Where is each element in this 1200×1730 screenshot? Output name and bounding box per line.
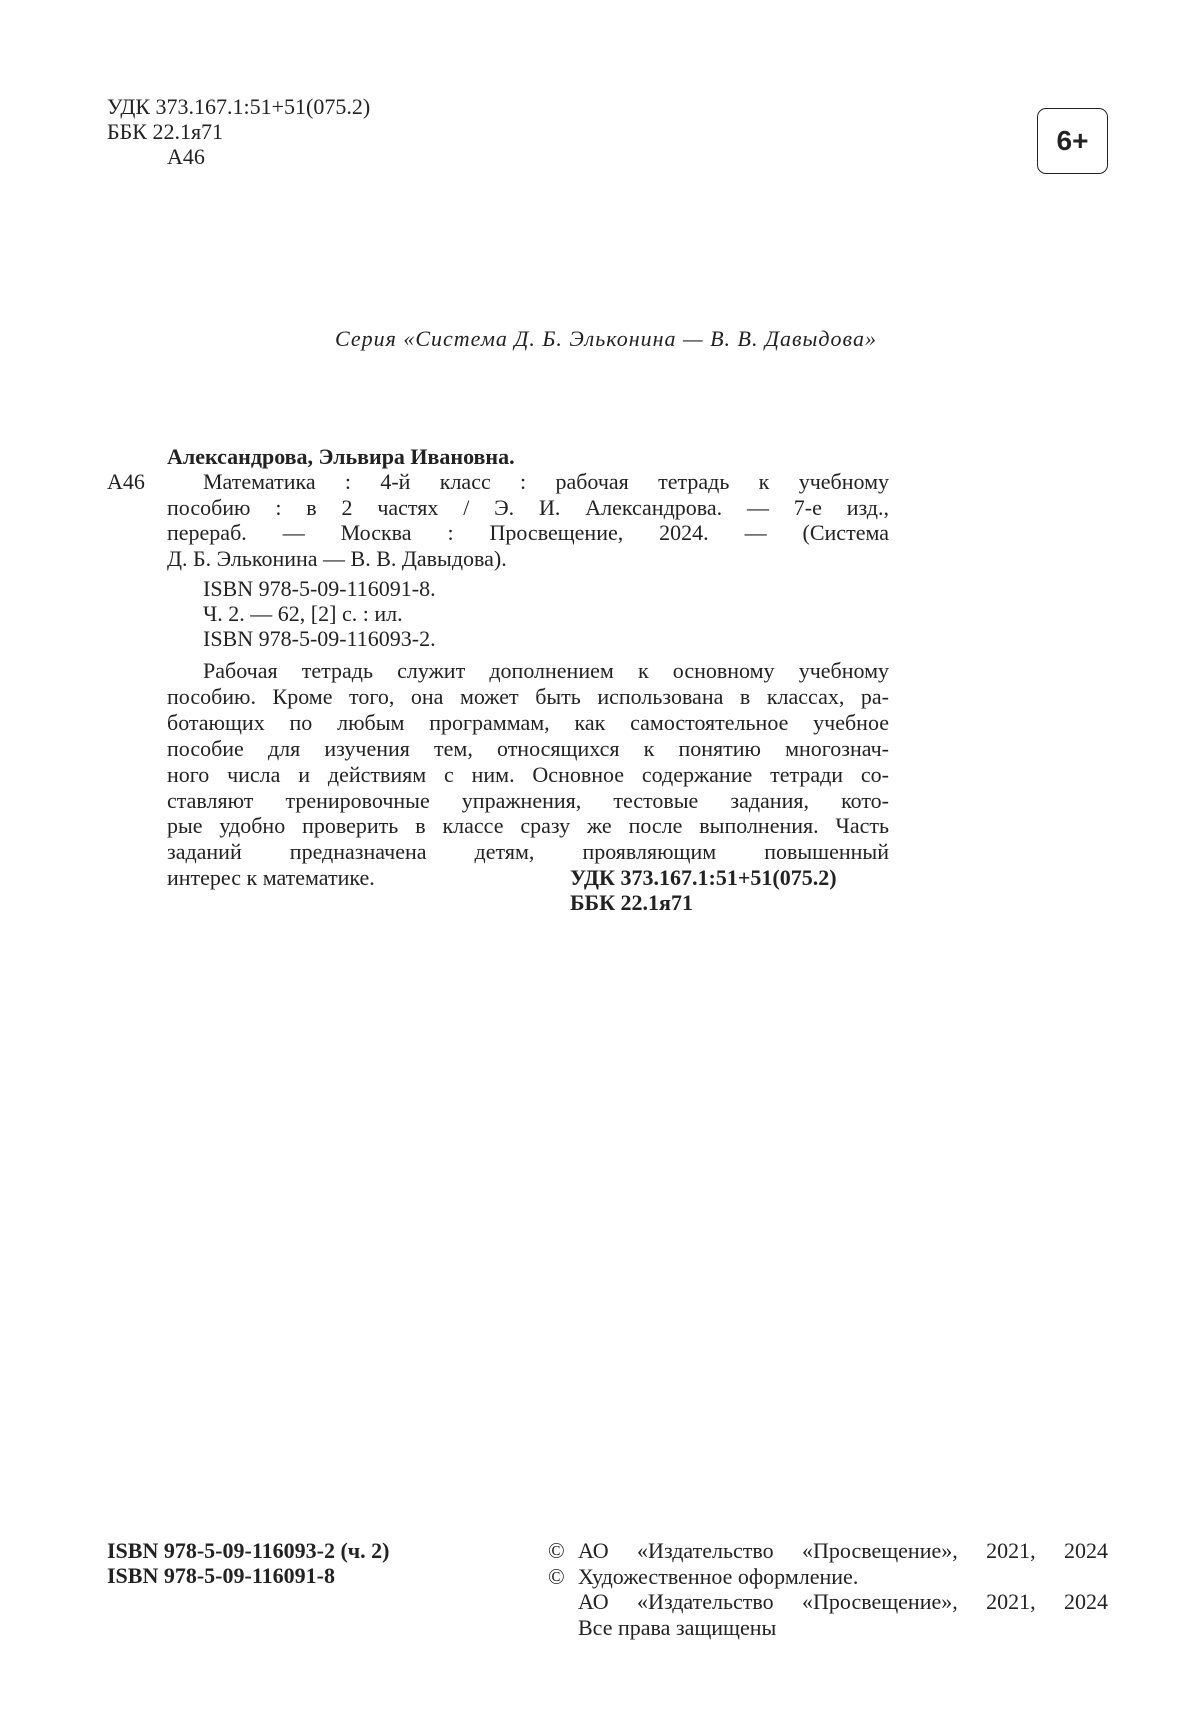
record-author: Александрова, Эльвира Ивановна. (167, 444, 515, 469)
annotation-line: пособие для изучения тем, относящихся к понятию многознач- (167, 735, 889, 761)
record-title (167, 469, 889, 571)
record-udk: УДК 373.167.1:51+51(075.2) (570, 865, 837, 890)
age-rating: 6+ (1056, 125, 1089, 156)
annotation-line: ботающих по любым программам, как самостоятельное учебное (167, 709, 889, 735)
copyright-icon: © (548, 1538, 565, 1563)
footer-isbn-part: ISBN 978-5-09-116093-2 (ч. 2) (107, 1538, 390, 1563)
copyright-line: Все права защищены (578, 1614, 777, 1640)
title-line: Математика : 4-й класс : рабочая тетрадь к учебному (203, 469, 889, 494)
record-bbk: ББК 22.1я71 (570, 890, 693, 915)
record-author-mark: А46 (107, 469, 145, 494)
copyright-icon: © (548, 1563, 565, 1589)
record-classification (570, 865, 889, 915)
annotation-line: ставляют тренировочные упражнения, тестовые задания, кото- (167, 787, 889, 813)
header-bbk: ББК 22.1я71 (107, 119, 224, 144)
copyright-line: Художественное оформление. (578, 1563, 859, 1589)
annotation-line: Рабочая тетрадь служит дополнением к основному учебному (203, 658, 889, 683)
annotation-line: пособию. Кроме того, она может быть использована в классах, ра- (167, 683, 889, 709)
age-rating-badge (1037, 108, 1108, 174)
copyright-block (548, 1538, 1108, 1640)
series-title: Серия «Система Д. Б. Эльконина — В. В. Давыдова» (335, 326, 877, 351)
title-line: перераб. — Москва : Просвещение, 2024. — (Система (167, 520, 889, 545)
copyright-line: АО «Издательство «Просвещение», 2021, 2024 (578, 1589, 1108, 1614)
title-line: пособию : в 2 частях / Э. И. Александрова. — 7-е изд., (167, 494, 889, 520)
title-line: Д. Б. Эльконина — В. В. Давыдова). (167, 545, 507, 571)
annotation-line: заданий предназначена детям, проявляющим повышенный (167, 839, 889, 865)
copyright-line: АО «Издательство «Просвещение», 2021, 2024 (578, 1538, 1108, 1563)
header-author-mark: А46 (167, 144, 205, 169)
annotation-line: ного числа и действиям с ним. Основное содержание тетради со- (167, 761, 889, 787)
header-udk: УДК 373.167.1:51+51(075.2) (107, 94, 371, 119)
annotation-line: рые удобно проверить в классе сразу же после выполнения. Часть (167, 813, 889, 839)
annotation (167, 658, 889, 891)
record-isbn-set: ISBN 978-5-09-116091-8. (203, 576, 436, 601)
record-isbn-part: ISBN 978-5-09-116093-2. (203, 626, 436, 651)
annotation-line: интерес к математике. (167, 865, 375, 891)
record-part: Ч. 2. — 62, [2] с. : ил. (203, 601, 403, 626)
footer-isbn-set: ISBN 978-5-09-116091-8 (107, 1563, 335, 1588)
